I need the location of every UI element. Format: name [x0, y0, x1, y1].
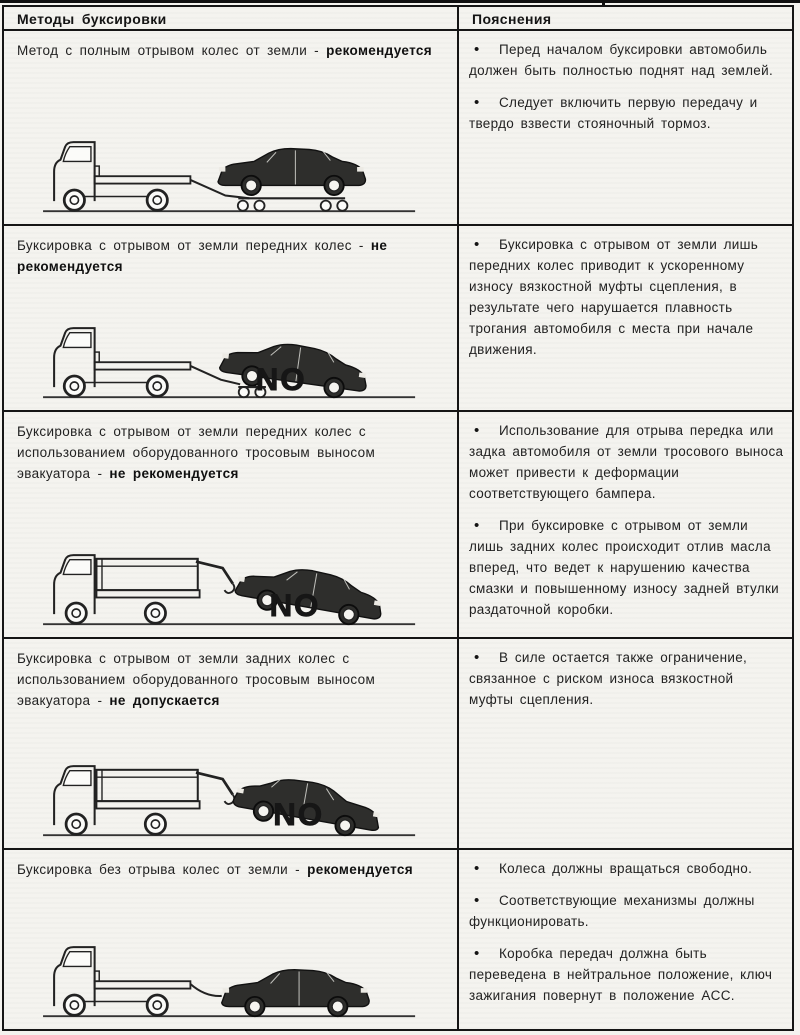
no-label: NO [273, 797, 324, 833]
illustration-front-lift-dolly [32, 304, 457, 402]
tow-truck-icon [54, 947, 190, 1015]
method-text: Буксировка с отрывом от земли передних колес с использованием оборудованного тросовым выносом эвакуатора - [17, 424, 376, 481]
method-cell [4, 639, 459, 848]
boom-arm [196, 773, 233, 795]
table-row-rear-wheels-lifted-boom [4, 639, 792, 850]
front-dolly-icon [238, 201, 265, 211]
explanation-bullet: • В силе остается также ограничение, связанное с риском износа вязкостной муфты сцепления. [469, 647, 784, 710]
explanation-bullet: • Следует включить первую передачу и твердо взвести стояночный тормоз. [469, 92, 784, 134]
boom-tow-truck-icon [54, 766, 234, 834]
method-text: Метод с полным отрывом колес от земли - [17, 43, 327, 58]
tow-truck-icon [54, 328, 190, 396]
method-description [4, 31, 457, 61]
method-verdict: не рекомендуется [109, 466, 239, 481]
towing-methods-table [2, 5, 794, 1031]
flatbed-tow-truck-towing-car-front-wheels-on-dolly [32, 304, 428, 402]
table-row-front-wheels-lifted-boom [4, 412, 792, 639]
illustration-flat-towing [32, 923, 457, 1021]
method-verdict: не рекомендуется [17, 238, 388, 274]
explanation-bullet: • Буксировка с отрывом от земли лишь передних колес приводит к ускоренному износу вязкостной муфты сцепления, в результате чего нарушается плавность трогания автомобиля с места при начале движения. [469, 234, 784, 360]
table-row-no-wheels-lifted [4, 850, 792, 1029]
table-row-full-lift [4, 31, 792, 226]
method-description [4, 226, 457, 277]
explanation-cell [459, 31, 792, 224]
table-header-row [4, 7, 792, 31]
boom-tow-truck-icon [54, 555, 234, 623]
method-verdict: не допускается [109, 693, 220, 708]
flatbed-tow-truck-towing-car-fully-raised-on-dollies [32, 118, 428, 216]
boom-arm [196, 562, 233, 584]
explanation-bullet: • Использование для отрыва передка или задка автомобиля от земли тросового выноса может привести к деформации соответствующего бампера. [469, 420, 784, 504]
rear-dolly-icon [321, 201, 348, 211]
boom-tow-truck-lifting-car-rear-wheels [32, 742, 428, 840]
explanation-bullet: • Соответствующие механизмы должны функционировать. [469, 890, 784, 932]
explanation-cell [459, 412, 792, 637]
column-header-methods: Методы буксировки [17, 11, 167, 27]
table-row-front-wheels-lifted [4, 226, 792, 412]
explanation-cell [459, 850, 792, 1029]
method-text: Буксировка с отрывом от земли передних колес - [17, 238, 371, 253]
explanation-bullet: • Коробка передач должна быть переведена в нейтральное положение, ключ зажигания повернут в положение ACC. [469, 943, 784, 1006]
method-description [4, 412, 457, 484]
method-text: Буксировка с отрывом от земли задних колес с использованием оборудованного тросовым выносом эвакуатора - [17, 651, 376, 708]
method-description [4, 639, 457, 711]
header-cell-explanations [459, 7, 792, 29]
method-verdict: рекомендуется [307, 862, 413, 877]
method-text: Буксировка без отрыва колес от земли - [17, 862, 308, 877]
explanation-cell [459, 226, 792, 410]
method-cell [4, 412, 459, 637]
method-description [4, 850, 457, 880]
towed-car-icon [218, 149, 365, 196]
towed-car-icon [222, 970, 369, 1017]
method-cell [4, 850, 459, 1029]
explanation-bullet: • При буксировке с отрывом от земли лишь задних колес происходит отлив масла вперед, что ведет к нарушению качества смазки и повышенному износу задней втулки раздаточной коробки. [469, 515, 784, 620]
boom-hook [224, 584, 234, 593]
no-label: NO [255, 361, 307, 397]
header-cell-methods [4, 7, 459, 29]
illustration-boom-front-lift [32, 531, 457, 629]
no-label: NO [269, 587, 321, 623]
tow-truck-icon [54, 142, 190, 210]
explanation-bullet: • Колеса должны вращаться свободно. [469, 858, 784, 879]
scan-top-edge-line [0, 0, 800, 3]
boom-tow-truck-lifting-car-front-wheels [32, 531, 428, 629]
method-cell [4, 226, 459, 410]
flatbed-tow-truck-towing-car-all-wheels-on-ground [32, 923, 428, 1021]
column-header-explanations: Пояснения [472, 11, 552, 27]
method-verdict: рекомендуется [326, 43, 432, 58]
method-cell [4, 31, 459, 224]
tow-rope [190, 984, 221, 996]
explanation-bullet: • Перед началом буксировки автомобиль должен быть полностью поднят над землей. [469, 39, 784, 81]
illustration-full-lift [32, 118, 457, 216]
illustration-boom-rear-lift [32, 742, 457, 840]
explanation-cell [459, 639, 792, 848]
